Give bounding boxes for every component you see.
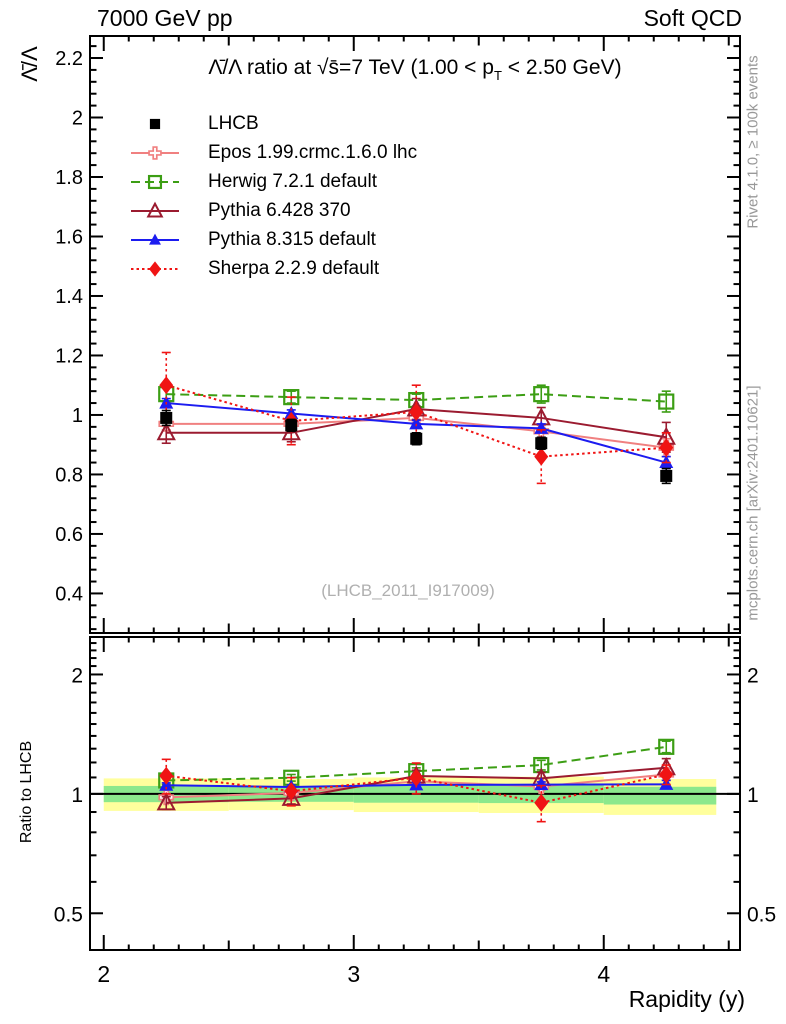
svg-text:1.2: 1.2 [55,345,83,368]
svg-text:3: 3 [347,961,361,987]
top-panel-series [158,352,674,483]
legend-label: Sherpa 2.2.9 default [208,257,380,279]
svg-text:1.6: 1.6 [55,226,83,249]
rivet-version-label: Rivet 4.1.0, ≥ 100k events [744,55,762,229]
svg-text:4: 4 [597,961,611,987]
y-axis-title-top: Λ̄/Λ [17,46,42,82]
svg-text:0.6: 0.6 [55,523,83,546]
mcplots-reference-label: mcplots.cern.ch [arXiv:2401.10621] [744,385,762,621]
svg-text:0.5: 0.5 [747,903,777,927]
legend-marker-square-filled-icon [130,112,180,136]
plot-title: Λ̄/Λ ratio at √s̄=7 TeV ($1.00 < p_T < 2.50$ GeV) [208,56,622,83]
beam-energy-label: 7000 GeV pp [97,5,233,31]
process-group-label: Soft QCD [643,5,742,31]
legend-label: Epos 1.99.crmc.1.6.0 lhc [208,141,418,163]
x-axis-title: Rapidity (y) [628,986,745,1012]
legend-item-0 [130,109,417,138]
svg-text:1: 1 [71,783,83,807]
legend-item-5 [130,254,417,283]
legend-marker-diamond-filled-icon [130,257,180,281]
legend-item-3 [130,196,417,225]
legend-item-4 [130,225,417,254]
svg-text:2: 2 [71,664,83,688]
legend-label: Pythia 8.315 default [208,228,376,250]
legend-item-2 [130,167,417,196]
svg-text:2.2: 2.2 [55,48,83,71]
svg-text:1: 1 [747,783,759,807]
svg-text:0.8: 0.8 [55,464,83,487]
legend-marker-cross-open-icon [130,141,180,165]
legend [130,109,417,283]
svg-text:0.5: 0.5 [53,903,83,927]
legend-marker-square-open-icon [130,170,180,194]
legend-label: Pythia 6.428 370 [208,199,351,221]
svg-text:1.8: 1.8 [55,166,83,189]
legend-label: Herwig 7.2.1 default [208,170,377,192]
svg-text:1.4: 1.4 [55,285,83,308]
series-top-5 [159,352,673,483]
analysis-id-watermark: (LHCB_2011_I917009) [321,581,495,600]
svg-text:1: 1 [71,404,83,427]
legend-item-1 [130,138,417,167]
legend-marker-triangle-open-icon [130,199,180,223]
svg-text:2: 2 [97,961,111,987]
svg-text:2: 2 [71,107,83,130]
legend-marker-triangle-filled-icon [130,228,180,252]
y-axis-title-ratio: Ratio to LHCB [18,740,35,844]
svg-text:2: 2 [747,664,759,688]
legend-label: LHCB [208,112,259,134]
svg-text:0.4: 0.4 [55,583,83,606]
